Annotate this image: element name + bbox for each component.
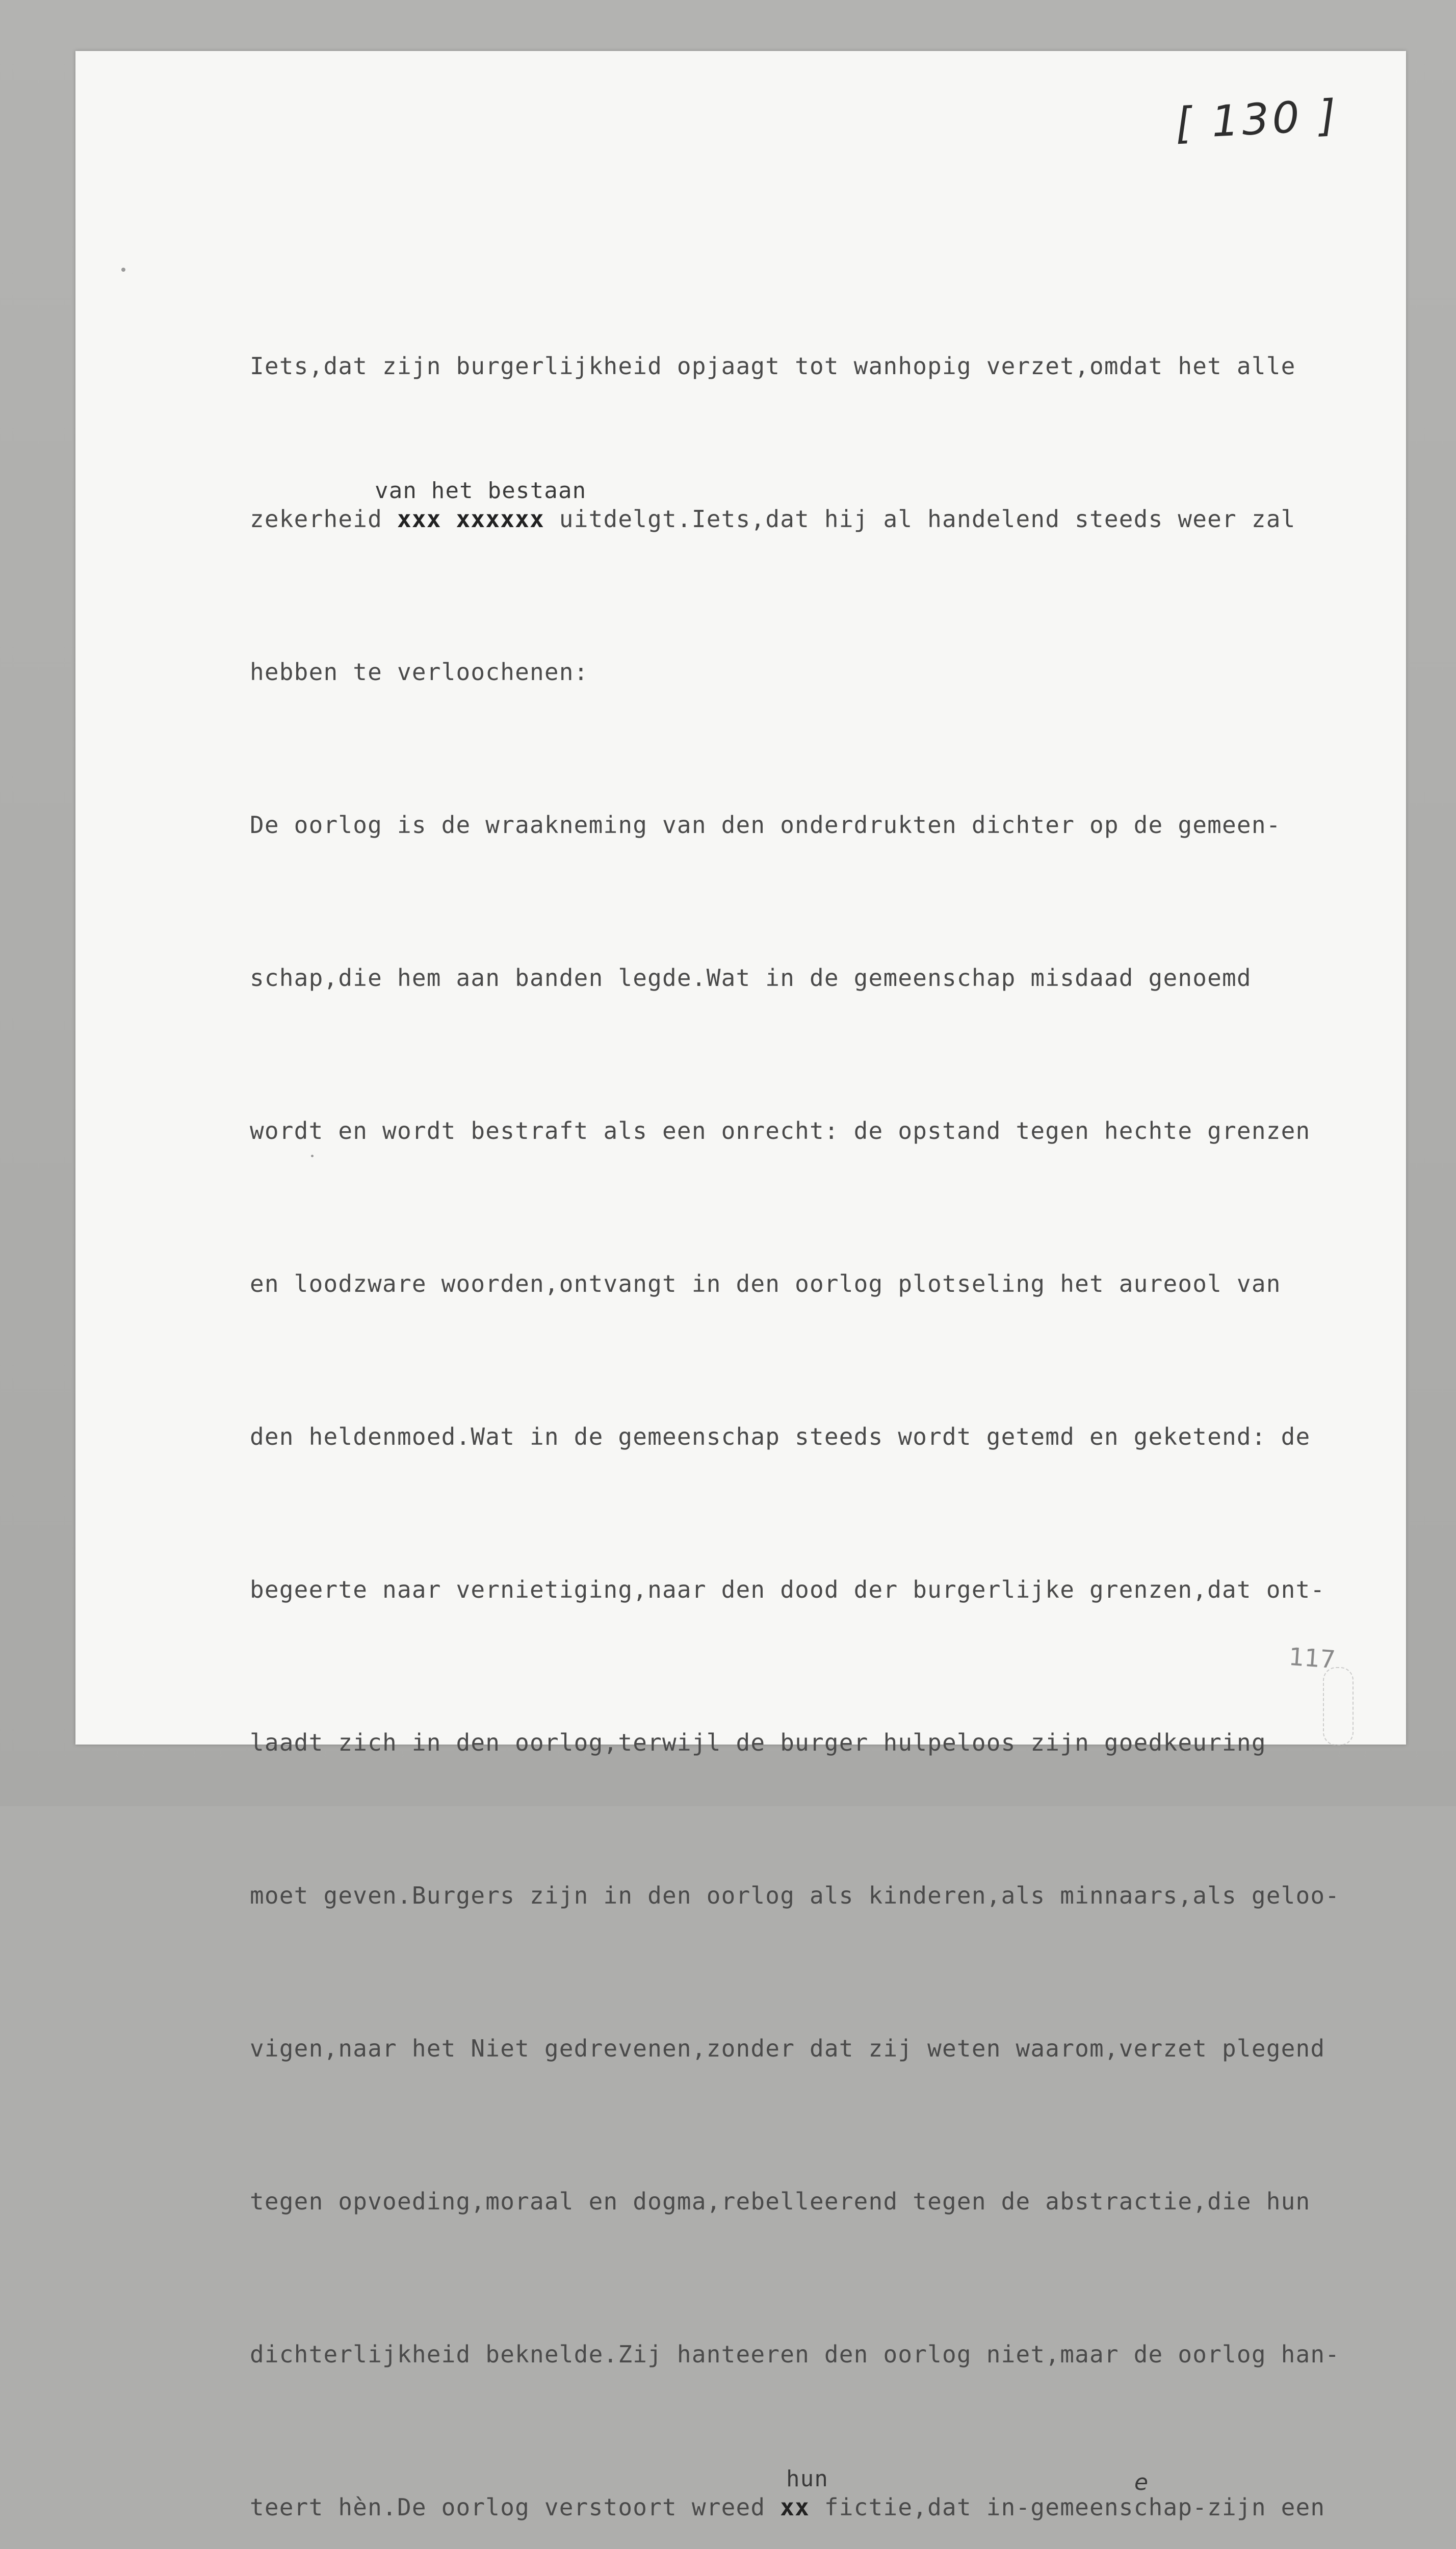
faint-archive-stamp [1323, 1667, 1354, 1746]
text-line-14: dichterlijkheid beknelde.Zij hanteeren den oorlog niet,maar de oorlog han- [250, 2340, 1340, 2368]
text-line-6: wordt en wordt bestraft als een onrecht: de opstand tegen hechte grenzen [250, 1117, 1311, 1145]
pencil-archive-number: 117 [1288, 1642, 1337, 1675]
text-line-12: vigen,naar het Niet gedrevenen,zonder dat zij weten waarom,verzet plegend [250, 2035, 1325, 2062]
struck-out-text: xxx xxxxxx [397, 505, 544, 533]
handwritten-correction: e [1134, 2469, 1149, 2495]
text-line-13: tegen opvoeding,moraal en dogma,rebelleerend tegen de abstractie,die hun [250, 2188, 1311, 2215]
handwritten-page-number: [ 130 ] [1174, 90, 1340, 149]
text-line-2-end: uitdelgt.Iets,dat hij al handelend steeds weer zal [544, 505, 1296, 533]
text-line-15 [250, 2466, 1392, 2533]
text-line-10: laadt zich in den oorlog,terwijl de burger hulpeloos zijn goedkeuring [250, 1729, 1266, 1756]
text-line-15-start: teert hèn.De oorlog verstoort wreed [250, 2493, 781, 2521]
interlinear-correction: hun [786, 2466, 829, 2492]
text-line-2 [250, 478, 1392, 544]
text-line-11: moet geven.Burgers zijn in den oorlog als kinderen,als minnaars,als geloo- [250, 1882, 1340, 1909]
text-line-2-start: zekerheid [250, 505, 397, 533]
text-line-3: hebben te verloochenen: [250, 658, 589, 686]
struck-out-text: xx [780, 2493, 810, 2521]
text-line-1: Iets,dat zijn burgerlijkheid opjaagt tot wanhopig verzet,omdat het alle [250, 352, 1296, 380]
paper-speck [121, 268, 125, 272]
text-line-8: den heldenmoed.Wat in de gemeenschap steeds wordt getemd en geketend: de [250, 1423, 1311, 1450]
interlinear-correction: van het bestaan [375, 478, 587, 504]
text-line-5: schap,die hem aan banden legde.Wat in de gemeenschap misdaad genoemd [250, 964, 1252, 992]
text-line-9: begeerte naar vernietiging,naar den dood der burgerlijke grenzen,dat ont- [250, 1576, 1325, 1603]
text-line-15-end: fictie,dat in-gemeenschap-zijn een [810, 2493, 1325, 2521]
typed-text-block [250, 239, 1392, 2549]
text-line-7: en loodzware woorden,ontvangt in den oorlog plotseling het aureool van [250, 1270, 1281, 1297]
text-line-4: De oorlog is de wraakneming van den onderdrukten dichter op de gemeen- [250, 811, 1281, 839]
